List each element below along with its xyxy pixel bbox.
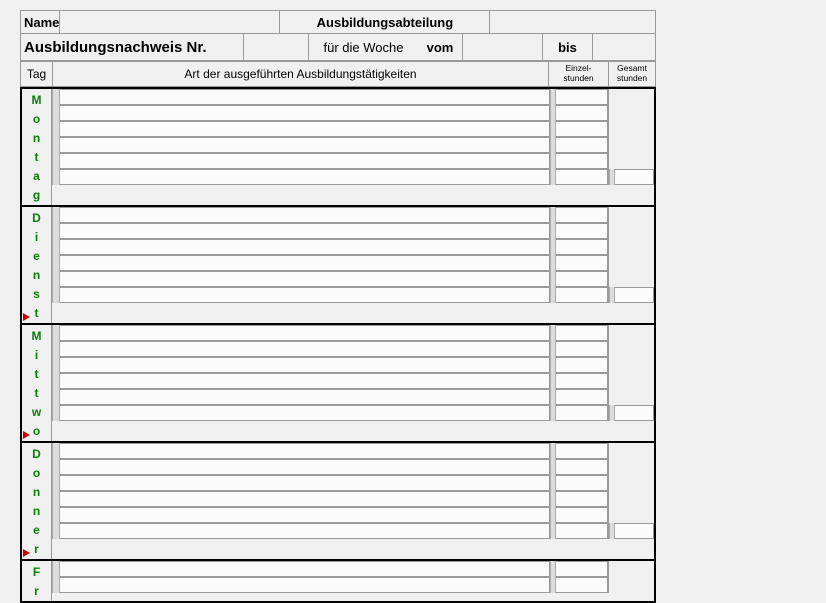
to-input[interactable]: [592, 34, 655, 60]
total-hours-cell: [608, 523, 654, 539]
single-hours-input[interactable]: [556, 325, 608, 341]
day-letter: a: [33, 169, 40, 183]
total-hours-cell: [608, 475, 654, 491]
total-hours-cell: [608, 121, 654, 137]
activity-input[interactable]: [60, 153, 550, 169]
day-rows-mittwoch: [52, 325, 654, 441]
total-hours-cell: [608, 255, 654, 271]
row-gutter: [52, 105, 60, 121]
day-letter: F: [32, 565, 41, 579]
activity-input[interactable]: [60, 475, 550, 491]
name-input[interactable]: [59, 11, 279, 33]
single-hours-input[interactable]: [556, 121, 608, 137]
row-gutter: [52, 373, 60, 389]
day-letter: r: [34, 542, 39, 556]
total-hours-cell: [608, 507, 654, 523]
row-gutter: [52, 271, 60, 287]
single-hours-input[interactable]: [556, 459, 608, 475]
row-gutter: [52, 325, 60, 341]
activity-input[interactable]: [60, 405, 550, 421]
table-row: [52, 169, 654, 185]
single-hours-input[interactable]: [556, 287, 608, 303]
day-marker-icon: [23, 313, 30, 321]
table-row: [52, 507, 654, 523]
day-rows-montag: [52, 89, 654, 205]
table-row: [52, 207, 654, 223]
total-hours-cell: [608, 271, 654, 287]
row-gutter: [52, 239, 60, 255]
day-letter: M: [31, 93, 42, 107]
total-hours-cell: [608, 105, 654, 121]
row-gutter: [52, 389, 60, 405]
activity-input[interactable]: [60, 561, 550, 577]
day-label-freitag: [22, 561, 52, 601]
total-hours-cell: [608, 223, 654, 239]
training-report-sheet: [20, 10, 656, 603]
table-row: [52, 137, 654, 153]
day-label-montag: [22, 89, 52, 205]
from-label: vom: [426, 39, 454, 55]
activity-input[interactable]: [60, 491, 550, 507]
single-hours-input[interactable]: [556, 357, 608, 373]
activity-input[interactable]: [60, 121, 550, 137]
single-hours-input[interactable]: [556, 389, 608, 405]
single-hours-line1: Einzel-: [565, 63, 592, 74]
row-gutter: [52, 491, 60, 507]
table-row: [52, 121, 654, 137]
single-hours-input[interactable]: [556, 105, 608, 121]
total-hours-cell: [608, 207, 654, 223]
total-hours-cell: [608, 239, 654, 255]
total-hours-cell: [608, 373, 654, 389]
activity-input[interactable]: [60, 373, 550, 389]
day-letter: i: [34, 348, 39, 362]
total-hours-line2: stunden: [616, 73, 648, 83]
row-gutter: [52, 341, 60, 357]
table-row: [52, 223, 654, 239]
day-block-mittwoch: [20, 325, 656, 443]
day-letter: n: [32, 504, 41, 518]
table-row: [52, 491, 654, 507]
header-row-name: [20, 10, 656, 33]
day-marker-icon: [23, 549, 30, 557]
total-hours-cell: [608, 491, 654, 507]
activity-input[interactable]: [60, 271, 550, 287]
activity-input[interactable]: [60, 325, 550, 341]
day-letter: e: [33, 523, 40, 537]
total-hours-cell: [608, 325, 654, 341]
activity-input[interactable]: [60, 239, 550, 255]
activity-input[interactable]: [60, 523, 550, 539]
single-hours-input[interactable]: [556, 341, 608, 357]
day-block-freitag: [20, 561, 656, 603]
table-row: [52, 389, 654, 405]
table-row: [52, 405, 654, 421]
table-row: [52, 255, 654, 271]
activity-input[interactable]: [60, 341, 550, 357]
week-label: für die Woche: [308, 34, 418, 60]
day-letter: t: [34, 386, 39, 400]
total-hours-cell: [608, 89, 654, 105]
row-gutter: [52, 121, 60, 137]
total-hours-input[interactable]: [615, 523, 654, 539]
day-letter: n: [32, 485, 41, 499]
row-gutter: [52, 523, 60, 539]
day-letter: e: [33, 249, 40, 263]
row-gutter: [52, 405, 60, 421]
activity-input[interactable]: [60, 507, 550, 523]
total-hours-cell: [608, 561, 654, 577]
table-row: [52, 287, 654, 303]
row-gutter: [52, 287, 60, 303]
day-rows-dienstag: [52, 207, 654, 323]
day-letter: i: [34, 230, 39, 244]
total-hours-cell: [608, 405, 654, 421]
single-hours-input[interactable]: [556, 169, 608, 185]
single-hours-input[interactable]: [556, 239, 608, 255]
day-letter: o: [32, 424, 41, 438]
single-hours-input[interactable]: [556, 223, 608, 239]
table-row: [52, 239, 654, 255]
total-hours-cell: [608, 459, 654, 475]
activity-input[interactable]: [60, 89, 550, 105]
day-letter: D: [32, 447, 41, 461]
day-block-donnerstag: [20, 443, 656, 561]
activity-input[interactable]: [60, 577, 550, 593]
day-letter: D: [32, 211, 41, 225]
total-hours-cell: [608, 341, 654, 357]
single-hours-input[interactable]: [556, 271, 608, 287]
activity-input[interactable]: [60, 207, 550, 223]
header-row-title: [20, 33, 656, 61]
total-hours-cell: [608, 357, 654, 373]
day-letter: w: [31, 405, 42, 419]
total-hours-cell: [608, 137, 654, 153]
day-label-mittwoch: [22, 325, 52, 441]
activity-input[interactable]: [60, 169, 550, 185]
row-gutter: [52, 357, 60, 373]
row-gutter: [52, 207, 60, 223]
single-hours-input[interactable]: [556, 207, 608, 223]
department-input[interactable]: [489, 11, 655, 33]
table-row: [52, 443, 654, 459]
single-hours-line2: stunden: [563, 73, 594, 83]
day-letter: g: [32, 188, 41, 202]
total-hours-cell: [608, 153, 654, 169]
day-letter: n: [32, 131, 41, 145]
day-letter: t: [34, 150, 39, 164]
row-gutter: [52, 443, 60, 459]
to-label: bis: [542, 34, 592, 60]
total-hours-cell: [608, 169, 654, 185]
total-hours-input[interactable]: [615, 287, 654, 303]
row-gutter: [52, 475, 60, 491]
single-hours-input[interactable]: [556, 577, 608, 593]
table-row: [52, 459, 654, 475]
total-hours-cell: [608, 443, 654, 459]
day-marker-icon: [23, 431, 30, 439]
single-hours-input[interactable]: [556, 475, 608, 491]
row-gutter: [52, 89, 60, 105]
day-rows-donnerstag: [52, 443, 654, 559]
activity-input[interactable]: [60, 459, 550, 475]
day-letter: r: [34, 584, 39, 598]
total-hours-input[interactable]: [615, 405, 654, 421]
table-row: [52, 271, 654, 287]
table-row: [52, 523, 654, 539]
day-block-dienstag: [20, 207, 656, 325]
single-hours-input[interactable]: [556, 523, 608, 539]
day-letter: t: [34, 306, 39, 320]
table-row: [52, 153, 654, 169]
table-row: [52, 325, 654, 341]
total-hours-cell: [608, 577, 654, 593]
row-gutter: [52, 137, 60, 153]
total-hours-line1: Gesamt: [617, 63, 647, 74]
table-row: [52, 373, 654, 389]
report-number-input[interactable]: [243, 34, 308, 60]
single-hours-input[interactable]: [556, 443, 608, 459]
activity-input[interactable]: [60, 287, 550, 303]
row-gutter: [52, 223, 60, 239]
single-hours-input[interactable]: [556, 507, 608, 523]
table-row: [52, 561, 654, 577]
single-hours-input[interactable]: [556, 137, 608, 153]
table-row: [52, 89, 654, 105]
day-rows-freitag: [52, 561, 654, 601]
activity-input[interactable]: [60, 105, 550, 121]
day-letter: t: [34, 367, 39, 381]
day-block-montag: [20, 87, 656, 207]
table-row: [52, 577, 654, 593]
single-hours-input[interactable]: [556, 373, 608, 389]
single-hours-input[interactable]: [556, 89, 608, 105]
activity-input[interactable]: [60, 443, 550, 459]
total-hours-cell: [608, 287, 654, 303]
single-hours-input[interactable]: [556, 153, 608, 169]
single-hours-input[interactable]: [556, 561, 608, 577]
table-row: [52, 475, 654, 491]
activity-input[interactable]: [60, 255, 550, 271]
day-label-donnerstag: [22, 443, 52, 559]
activity-input[interactable]: [60, 389, 550, 405]
total-hours-input[interactable]: [615, 169, 654, 185]
row-gutter: [52, 577, 60, 593]
row-gutter: [52, 561, 60, 577]
day-letter: n: [32, 268, 41, 282]
total-hours-cell: [608, 389, 654, 405]
single-hours-input[interactable]: [556, 491, 608, 507]
day-label-dienstag: [22, 207, 52, 323]
table-column-header: [20, 61, 656, 87]
row-gutter: [52, 507, 60, 523]
row-gutter: [52, 169, 60, 185]
row-gutter: [52, 153, 60, 169]
table-row: [52, 341, 654, 357]
day-letter: M: [31, 329, 42, 343]
report-title-label: Ausbildungsnachweis Nr.: [24, 38, 207, 56]
day-letter: s: [33, 287, 40, 301]
table-row: [52, 357, 654, 373]
activity-input[interactable]: [60, 223, 550, 239]
name-label: Name: [24, 14, 60, 30]
column-header-single-hours: [549, 62, 609, 86]
activity-input[interactable]: [60, 357, 550, 373]
column-header-total-hours: [609, 62, 655, 86]
from-input[interactable]: [462, 34, 542, 60]
row-gutter: [52, 459, 60, 475]
day-letter: o: [32, 466, 41, 480]
single-hours-input[interactable]: [556, 255, 608, 271]
row-gutter: [52, 255, 60, 271]
day-letter: o: [32, 112, 41, 126]
activity-input[interactable]: [60, 137, 550, 153]
column-header-activity: Art der ausgeführten Ausbildungstätigkeiten: [53, 62, 549, 86]
table-row: [52, 105, 654, 121]
single-hours-input[interactable]: [556, 405, 608, 421]
column-header-day: Tag: [21, 62, 53, 86]
department-label: Ausbildungsabteilung: [279, 11, 489, 33]
